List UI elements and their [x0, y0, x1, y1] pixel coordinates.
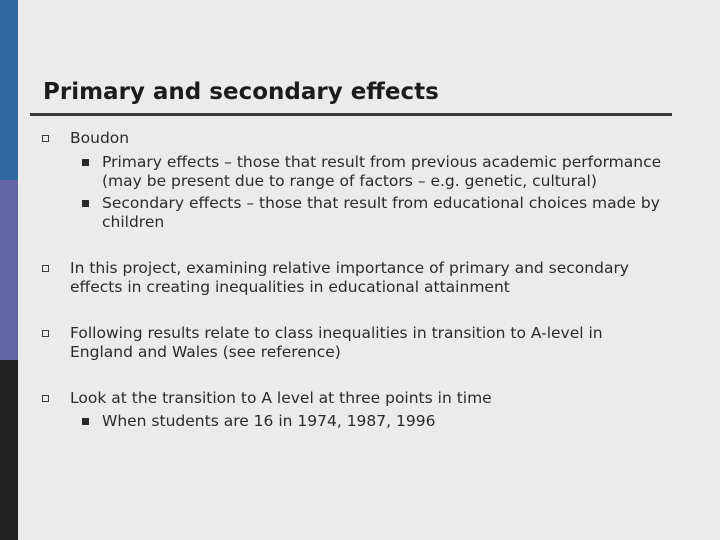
sub-bullet-list: [70, 153, 670, 233]
bullet-item: [70, 389, 670, 432]
title-underline: [30, 113, 672, 116]
sub-bullet-list: [70, 412, 670, 432]
hollow-square-bullet-icon: [42, 265, 49, 272]
sub-bullet-item: [70, 153, 670, 192]
bullet-text: Look at the transition to A level at three points in time: [70, 388, 492, 407]
sidebar-block-purple: [0, 180, 18, 360]
filled-square-bullet-icon: [82, 159, 89, 166]
sidebar-block-blue: [0, 0, 18, 180]
sub-bullet-text: Primary effects – those that result from previous academic performance (may be present due to range of factors – e.g. genetic, cultural): [102, 152, 662, 190]
hollow-square-bullet-icon: [42, 395, 49, 402]
sub-bullet-item: [70, 412, 670, 432]
bullet-item: [70, 259, 670, 298]
bullet-text: Following results relate to class inequalities in transition to A-level in England and Wales (see reference): [70, 323, 603, 361]
filled-square-bullet-icon: [82, 200, 89, 207]
decorative-sidebar: [0, 0, 18, 540]
sidebar-block-dark: [0, 360, 18, 540]
slide-title: Primary and secondary effects: [43, 79, 439, 105]
bullet-text: In this project, examining relative importance of primary and secondary effects in creating inequalities in educational attainment: [70, 258, 629, 296]
filled-square-bullet-icon: [82, 418, 89, 425]
hollow-square-bullet-icon: [42, 135, 49, 142]
bullet-item: [70, 324, 670, 363]
sub-bullet-text: Secondary effects – those that result from educational choices made by children: [102, 193, 660, 231]
bullet-item: [70, 129, 670, 233]
sub-bullet-text: When students are 16 in 1974, 1987, 1996: [102, 412, 436, 430]
sub-bullet-item: [70, 194, 670, 233]
bullet-text: Boudon: [70, 129, 130, 147]
slide-body: [70, 129, 670, 432]
hollow-square-bullet-icon: [42, 330, 49, 337]
